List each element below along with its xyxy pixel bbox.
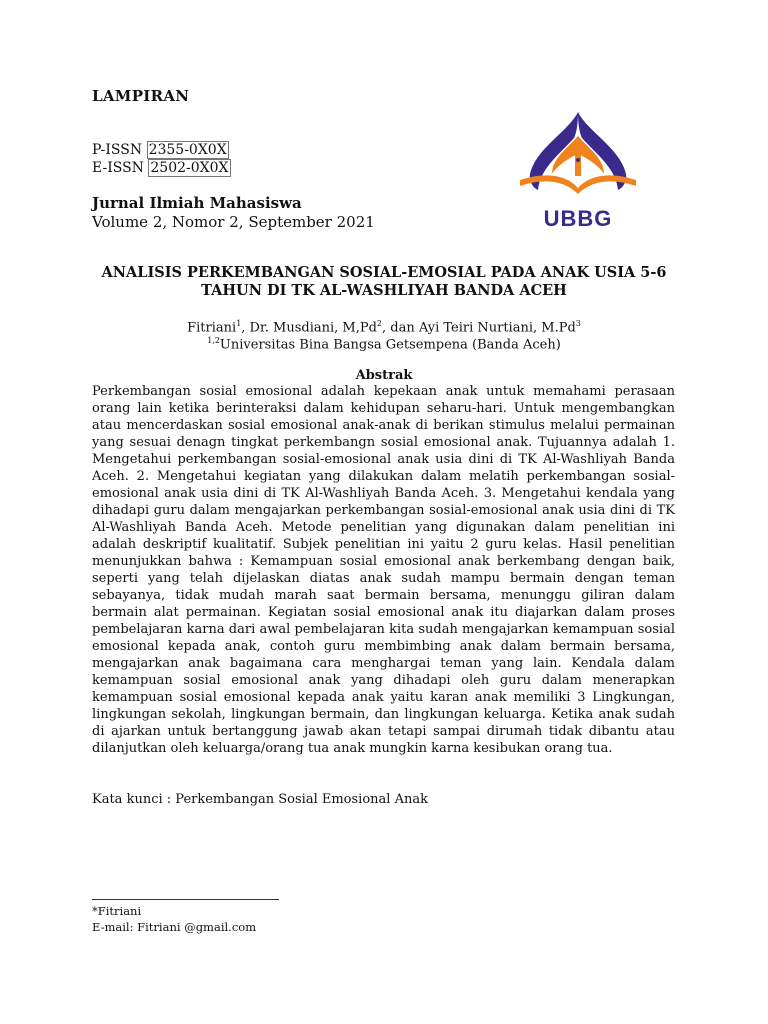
author-1: Fitriani <box>187 320 237 336</box>
article-title <box>80 264 688 300</box>
author-2-sup: 2 <box>376 319 383 328</box>
e-issn-label: E-ISSN <box>92 160 144 176</box>
logo-pen-tip <box>576 158 580 162</box>
p-issn-label: P-ISSN <box>92 142 143 158</box>
footnote-divider <box>92 899 279 900</box>
p-issn <box>92 141 229 159</box>
article-title-line-1: ANALISIS PERKEMBANGAN SOSIAL-EMOSIAL PADA ANAK USIA 5-6 <box>101 264 667 281</box>
authors <box>80 319 688 335</box>
affiliation-sup: 1,2 <box>207 336 220 345</box>
logo-pen-shape <box>575 154 581 176</box>
author-2: , Dr. Musdiani, M,Pd <box>241 320 377 336</box>
p-issn-value: 2355-0X0X <box>148 142 227 158</box>
author-3: , dan Ayi Teiri Nurtiani, M.Pd <box>382 320 576 336</box>
author-3-sup: 3 <box>575 319 581 328</box>
keywords: Kata kunci : Perkembangan Sosial Emosional Anak <box>92 792 428 807</box>
author-1-sup: 1 <box>236 319 242 328</box>
article-title-line-2: TAHUN DI TK AL-WASHLIYAH BANDA ACEH <box>201 282 567 299</box>
journal-name: Jurnal Ilmiah Mahasiswa <box>92 194 302 212</box>
abstract-body: Perkembangan sosial emosional adalah kepekaan anak untuk memahami perasaan orang lain ketika berinteraksi dalam kehidupan seharu-hari. Untuk mengembangkan atau mencerdaskan sosial emosional anak-anak di berikan stimulus melalui permainan yang sesuai denagn tingkat perkembangn sosial emosional anak. Tujuannya adalah 1. Mengetahui perkembangan sosial-emosional anak usia dini di TK Al-Washliyah Banda Aceh. 2. Mengetahui kegiatan yang dilakukan dalam melatih perkembangan sosial-emosional anak usia dini di TK Al-Washliyah Banda Aceh. 3. Mengetahui kendala yang dihadapi guru dalam mengajarkan perkembangan sosial-emosional anak usia dini di TK Al-Washliyah Banda Aceh. Metode penelitian yang digunakan dalam penelitian ini adalah deskriptif kualitatif. Subjek penelitian ini yaitu 2 guru kelas. Hasil penelitian menunjukkan bahwa : Kemampuan sosial emosional anak berkembang dengan baik, seperti yang telah dijelaskan diatas anak sudah mampu bermain dengan teman sebayanya, tidak mudah marah saat bermain bersama, menunggu giliran dalam bermain alat permainan. Kegiatan sosial emosional anak itu diajarkan dalam proses pembelajaran karna dari awal pembelajaran kita sudah mengajarkan kemampuan sosial emosional kepada anak, contoh guru membimbing anak dalam bermain bersama, mengajarkan anak bagaimana cara menghargai teman yang lain. Kendala dalam kemampuan sosial emosional anak yang dihadapi oleh guru dalam menerapkan kemampuan sosial emosional kepada anak yaitu karan anak memiliki 3 Lingkungan, lingkungan sekolah, lingkungan bermain, dan lingkungan keluarga. Ketika anak sudah di ajarkan untuk bertanggung jawab akan tetapi sampai dirumah tidak dibantu atau dilanjutkan oleh keluarga/orang tua anak mungkin karna kesibukan orang tua. <box>92 384 675 756</box>
logo-text: UBBG <box>543 206 613 231</box>
section-label: LAMPIRAN <box>92 87 190 105</box>
journal-volume: Volume 2, Nomor 2, September 2021 <box>92 213 375 231</box>
footnote-email: E-mail: Fitriani @gmail.com <box>92 920 257 934</box>
e-issn <box>92 159 231 177</box>
footnote-name: *Fitriani <box>92 904 142 918</box>
abstract-heading: Abstrak <box>355 368 413 383</box>
affiliation <box>80 336 688 352</box>
affiliation-text: Universitas Bina Bangsa Getsempena (Banda Aceh) <box>219 337 561 353</box>
ubbg-logo <box>508 108 648 238</box>
e-issn-value: 2502-0X0X <box>150 160 229 176</box>
